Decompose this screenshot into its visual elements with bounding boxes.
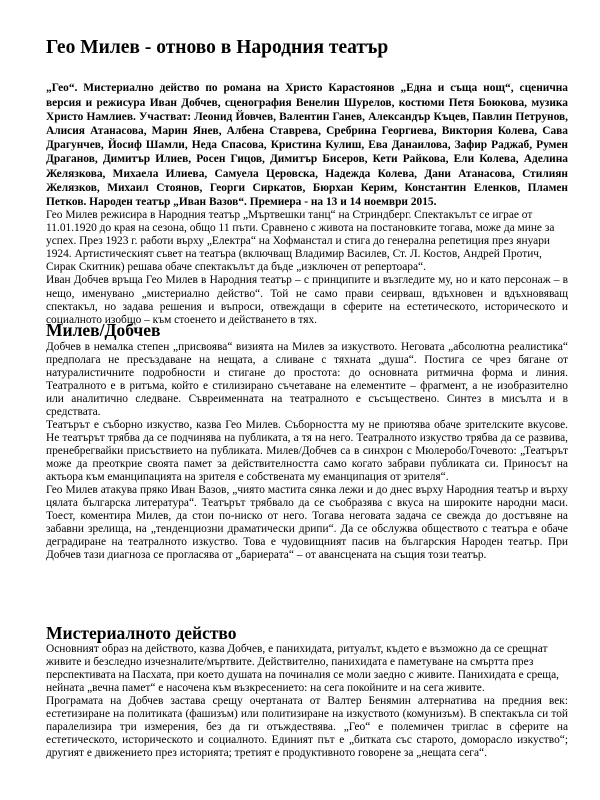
body-paragraph: Добчев в немалка степен „присвоява“ визията на Милев за изкуството. Неговата „абсолютна реалистика“ предполага не пресъздаване на нещата, а сливане с тяхната „душа“. Постига се чрез бягане от натуралистичните подробности и стигане до простота: до основната ритмична форма и линия. Театралното е в ритъма, който е стилизирано съчетаване на елементите – фрагмент, а не изобразително или аналитично следване. Съвреименната на театралното е съсъществено. Синтез в мисълта и в средствата. xyxy=(46,341,568,418)
production-credits: „Гео“. Мистериално действо по романа на Христо Карастоянов „Една и съща нощ“, сценична версия и режисура Иван Добчев, сценография Венелин Шурелов, костюми Петя Боюкова, музика Христо Намлиев. Участват: Леонид Йовчев, Валентин Ганев, Александър Къцев, Павлин Петрунов, Алисия Атанасова, Марин Янев, Албена Ставрева, Сребрина Георгиева, Виктория Колева, Сава Драгунчев, Йосиф Шамли, Неда Спасова, Кристина Кулиш, Ева Данаилова, Зафир Раджаб, Румен Драганов, Димитър Илиев, Росен Гицов, Димитър Бисеров, Кети Райкова, Ели Колева, Аделина Желязкова, Михаела Илиева, Самуела Церовска, Надежда Колева, Дани Атанасова, Стилиян Желязков, Михаил Стоянов, Георги Сиркатов, Бюрхан Керим, Константин Еленков, Пламен Петков. Народен театър „Иван Вазов“. Премиера - на 13 и 14 ноември 2015. xyxy=(46,82,568,209)
body-paragraph: Програмата на Добчев застава срещу очертаната от Валтер Бенямин алтернатива на предния век: естетизиране на политиката (фашизъм) или политизиране на изкуството (комунизъм). В спектакъла си той паралелизира три измерения, без да ги отъждествява. „Гео“ е полемичен триглас в сферите на естетическото, историческото и социалното. Единият път е „битката със старото, доморасло изкуство“; другият е движението през историята; третият е продуктивното говорене за „нещата сега“. xyxy=(46,695,568,759)
section-heading-mystery-play: Мистериалното действо xyxy=(46,623,237,643)
intro-paragraph: Иван Добчев връща Гео Милев в Народния театър – с принципите и възгледите му, но и като персонаж – в нещо, именувано „мистериално действо“. Той не само прави сеирваш, вдъхновен и вдъхновяващ спектакъл, но задава решения и въпроси, отвеждащи в сферите на естетическото, историческото и социалното изобщо – към стоенето и действането в тях. xyxy=(46,274,568,326)
section-milev-dobchev xyxy=(46,341,568,562)
section-mystery-play xyxy=(46,643,568,760)
intro-section xyxy=(46,209,568,327)
body-paragraph: Театърът е съборно изкуство, казва Гео Милев. Съборността му не приютява обаче зрителските вкусове. Не театърът трябва да се подчинява на публиката, а тя на него. Театралното изкуство трябва да се развива, пренебрегвайки присъствието на публиката. Милев/Добчев са в синхрон с Мюлеробо/Гочевото: „Театърът може да преоткрие своята памет за действителността само когато забрави публиката си. Приносът на актьора към еманципацията на зрителя е собствената му еманципация от зрителя“. xyxy=(46,419,568,483)
page-title: Гео Милев - отново в Народния театър xyxy=(46,37,389,58)
section-heading-milev-dobchev: Милев/Добчев xyxy=(46,320,161,340)
intro-paragraph: Гео Милев режисира в Народния театър „Мъртвешки танц“ на Стриндберг. Спектакълът се играе от 11.01.1920 до края на сезона, общо 11 пъти. Сравнено с живота на постановките тогава, може да мине за успех. През 1923 г. работи върху „Електра“ на Хофманстал и стига до генерална репетиция през януари 1924. Артистическият съвет на театъра (включващ Владимир Василев, Ст. Л. Костов, Андрей Протич, Сирак Скитник) решава обаче спектакълът да бъде „изключен от репертоара“. xyxy=(46,209,555,274)
body-paragraph: Гео Милев атакува пряко Иван Вазов, „чиято мастита сянка лежи и до днес върху Народния театър и върху цялата българска литература“. Театърът трябвало да се съобразява с вкуса на широките народни маси. Тоест, коментира Милев, да стои по-ниско от него. Тогава неговата задача се свежда до достъвяне на забавни зрелища, на „тенденциозни драматически дрипи“. Да се обслужва обществото с театъра е обаче деградиране на театралното изкуство. Това е чудовищният пасив на българския Народен театър. При Добчев тази диагноза се прогласява от „бариерата“ – от авансцената на същия този театър. xyxy=(46,484,568,561)
body-paragraph: Основният образ на действото, казва Добчев, е панихидата, ритуалът, където е възможно да се срещнат живите и безследно изчезналите/мъртвите. Действително, панихидата е паметуване на смъртта през перспективата на Пасхата, при което душата на починалия се моли заедно с живите. Панихидата е среща, нейната „вечна памет“ е насочена към възкресението: на сега покойните и на сега живите. xyxy=(46,643,559,694)
